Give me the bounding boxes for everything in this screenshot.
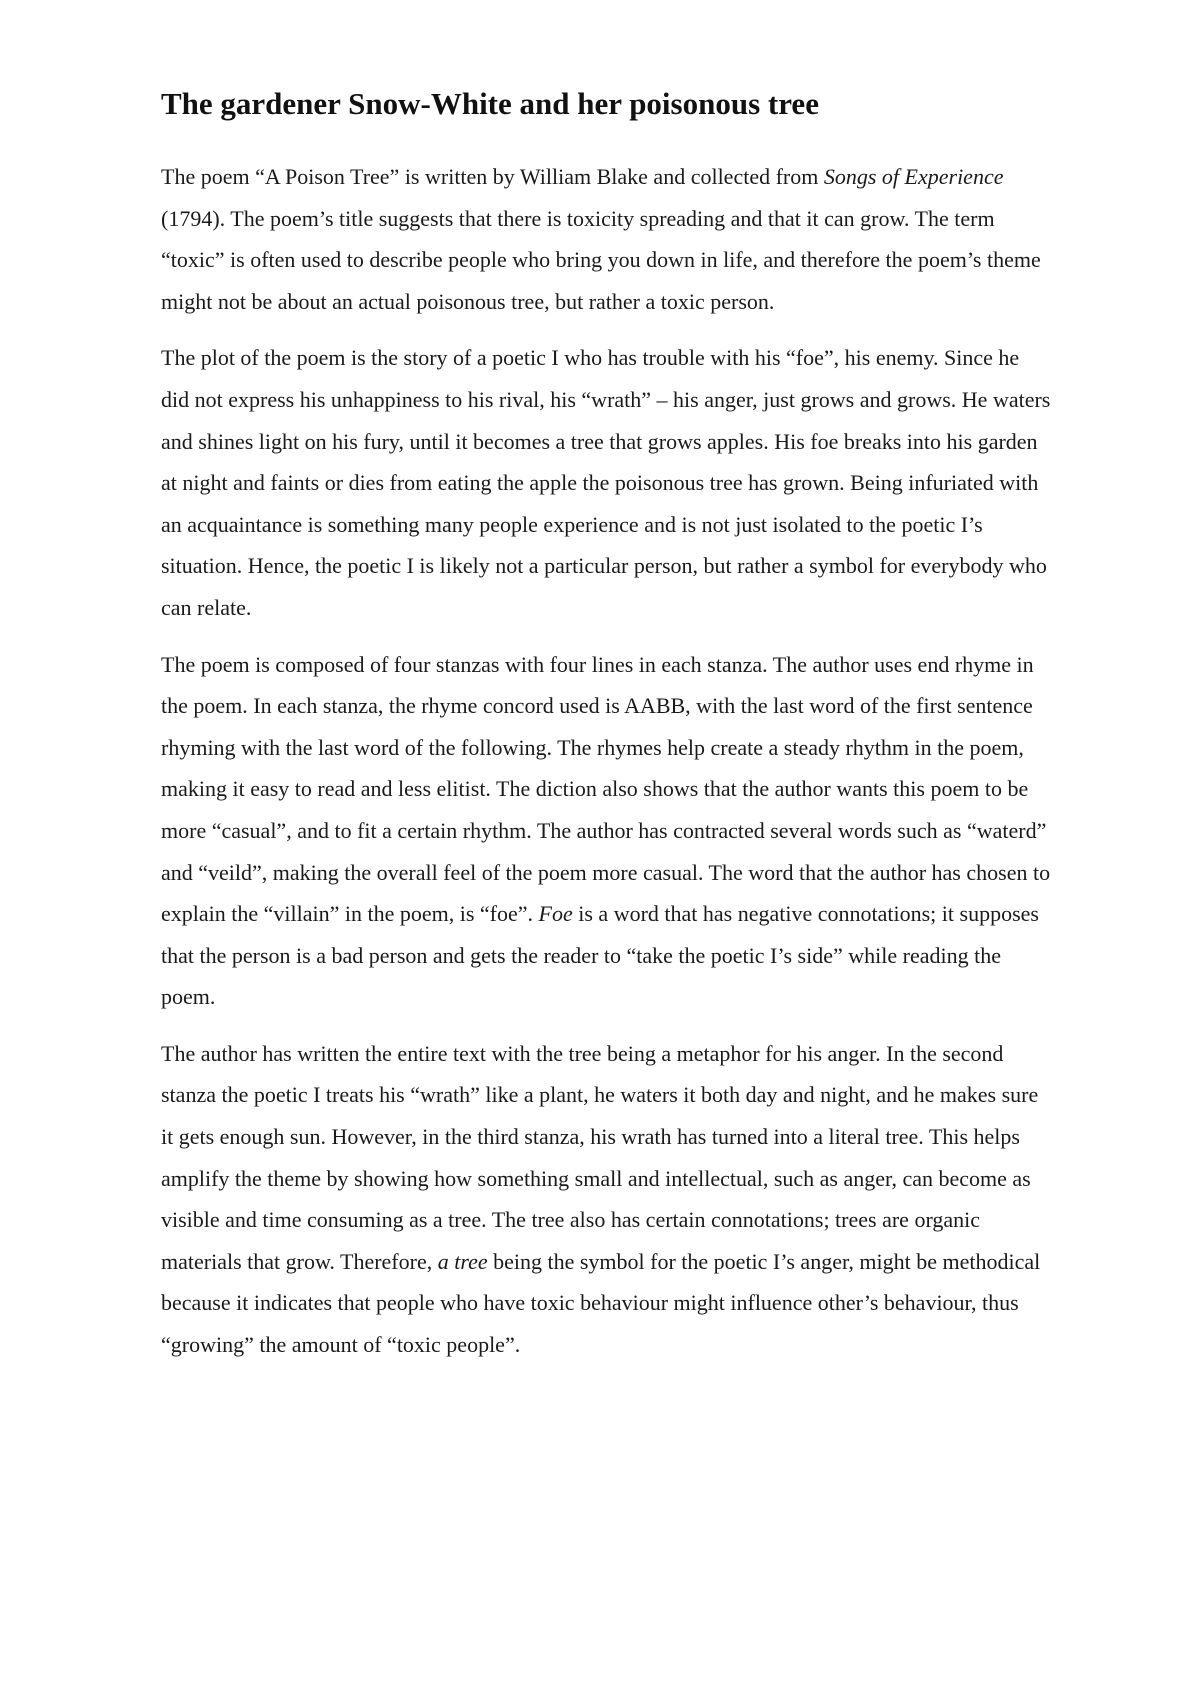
book-title: Songs of Experience [823,164,1004,189]
paragraph-text: The poem is composed of four stanzas with four lines in each stanza. The author uses end rhyme in the poem. In each stanza, the rhyme concord used is AABB, with the last word of the first sentence rhyming with the last word of the following. The rhymes help create a steady rhythm in the poem, making it easy to read and less elitist. The diction also shows that the author wants this poem to be more “casual”, and to fit a certain rhythm. The author has contracted several words such as “waterd” and “veild”, making the overall feel of the poem more casual. The word that the author has chosen to explain the “villain” in the poem, is “foe”. [161,651,1051,927]
paragraph-text: The poem “A Poison Tree” is written by William Blake and collected from [161,164,824,189]
paragraph-introduction [161,156,1051,322]
paragraph-text: The author has written the entire text with the tree being a metaphor for his anger. In the second stanza the poetic I treats his “wrath” like a plant, he waters it both day and night, and he makes sure it gets enough sun. However, in the third stanza, his wrath has turned into a literal tree. This helps amplify the theme by showing how something small and intellectual, such as anger, can become as visible and time consuming as a tree. The tree also has certain connotations; trees are organic materials that grow. Therefore, [161,1040,1039,1274]
document-body [161,82,1051,1381]
paragraph-text: being the symbol for the poetic I’s anger, might be methodical because it indicates that people who have toxic behaviour might influence other’s behaviour, thus “growing” the amount of “toxic people”. [161,1248,1041,1358]
emphasized-word: Foe [538,901,573,927]
document-title: The gardener Snow-White and her poisonous tree [161,86,819,121]
paragraph-metaphor [161,1033,1051,1366]
paragraph-text: (1794). The poem’s title suggests that there is toxicity spreading and that it can grow. The term “toxic” is often used to describe people who bring you down in life, and therefore the poem’s theme might not be about an actual poisonous tree, but rather a toxic person. [161,205,1041,314]
paragraph-structure [161,644,1051,1018]
emphasized-phrase: a tree [437,1248,488,1274]
paragraph-plot: The plot of the poem is the story of a poetic I who has trouble with his “foe”, his enemy. Since he did not express his unhappiness to his rival, his “wrath” – his anger, just grows and grows. He waters and shines light on his fury, until it becomes a tree that grows apples. His foe breaks into his garden at night and faints or dies from eating the apple the poisonous tree has grown. Being infuriated with an acquaintance is something many people experience and is not just isolated to the poetic I’s situation. Hence, the poetic I is likely not a particular person, but rather a symbol for everybody who can relate. [161,345,1051,620]
paragraph-text: is a word that has negative connotations; it supposes that the person is a bad person and gets the reader to “take the poetic I’s side” while reading the poem. [161,901,1039,1010]
